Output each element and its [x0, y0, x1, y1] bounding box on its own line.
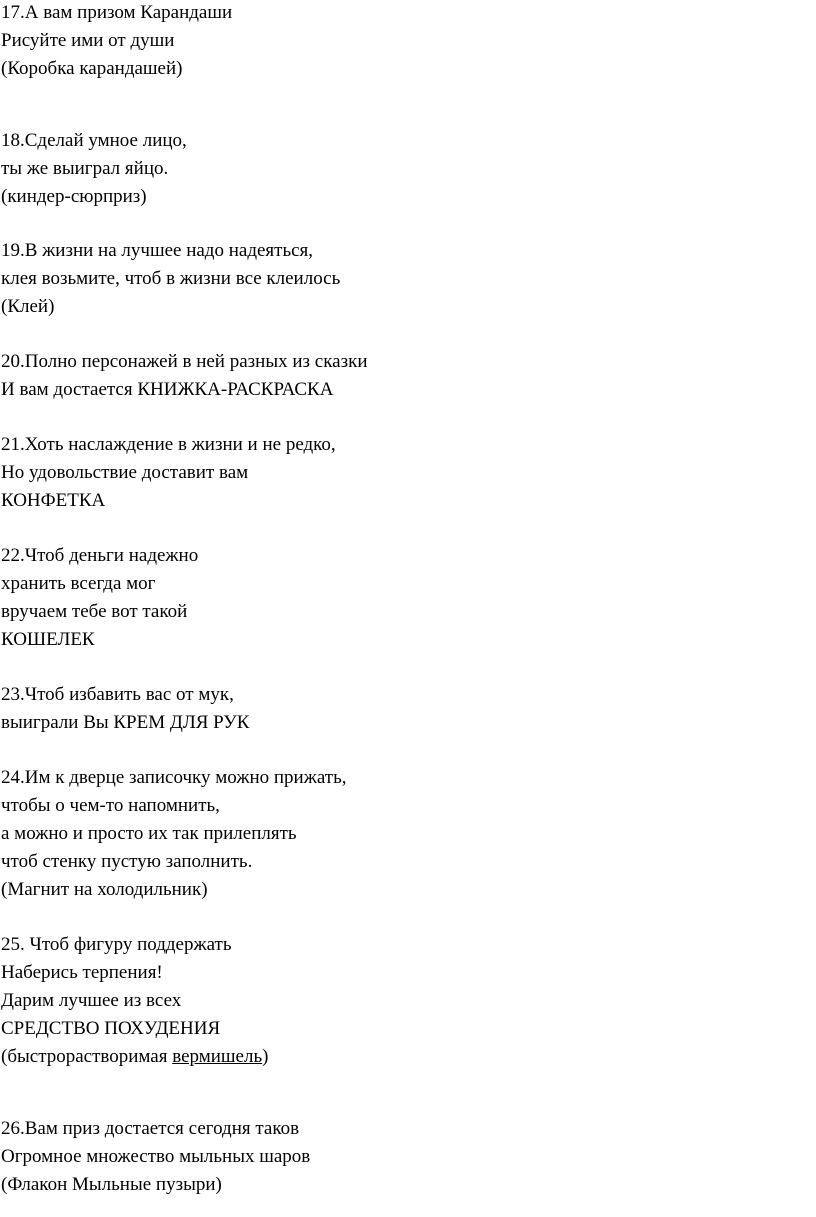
poem-18-line-3: (киндер-сюрприз) — [1, 186, 147, 207]
poem-25-line-5-prefix: (быстрорастворимая — [1, 1046, 173, 1067]
poem-18-line-1: 18.Сделай умное лицо, — [1, 130, 187, 151]
poem-19-line-1: 19.В жизни на лучшее надо надеяться, — [1, 240, 314, 261]
poem-20-line-1: 20.Полно персонажей в ней разных из сказки — [1, 351, 368, 372]
poem-22-line-2: хранить всегда мог — [1, 573, 156, 594]
poem-22-line-1: 22.Чтоб деньги надежно — [1, 545, 199, 566]
poem-17-line-3: (Коробка карандашей) — [1, 58, 183, 79]
poem-20-line-2: И вам достается КНИЖКА-РАСКРАСКА — [1, 379, 334, 400]
poem-19-line-3: (Клей) — [1, 296, 55, 317]
poem-24-line-1: 24.Им к дверце записочку можно прижать, — [1, 767, 347, 788]
poem-26-line-3: (Флакон Мыльные пузыри) — [1, 1174, 222, 1195]
poem-24-line-5: (Магнит на холодильник) — [1, 879, 208, 900]
poem-22-line-4: КОШЕЛЕК — [1, 629, 95, 650]
poem-21-line-3: КОНФЕТКА — [1, 490, 106, 511]
poem-21-line-1: 21.Хоть наслаждение в жизни и не редко, — [1, 434, 336, 455]
poem-25-line-4: СРЕДСТВО ПОХУДЕНИЯ — [1, 1018, 221, 1039]
poem-25-line-2: Наберись терпения! — [1, 962, 163, 983]
poem-25-line-5-suffix: ) — [262, 1046, 269, 1067]
poem-23-line-2: выиграли Вы КРЕМ ДЛЯ РУК — [1, 712, 250, 733]
poem-24-line-4: чтоб стенку пустую заполнить. — [1, 851, 253, 872]
poem-21-line-2: Но удовольствие доставит вам — [1, 462, 249, 483]
poem-19-line-2: клея возьмите, чтоб в жизни все клеилось — [1, 268, 341, 289]
poem-25-underlined-word: вермишель — [172, 1046, 263, 1067]
poem-17-line-2: Рисуйте ими от души — [1, 30, 175, 51]
poem-26-line-1: 26.Вам приз достается сегодня таков — [1, 1118, 300, 1139]
poem-25-line-3: Дарим лучшее из всех — [1, 990, 182, 1011]
poem-17-line-1: 17.А вам призом Карандаши — [1, 2, 233, 23]
poem-24-line-2: чтобы о чем-то напомнить, — [1, 795, 220, 816]
poem-24-line-3: а можно и просто их так прилеплять — [1, 823, 297, 844]
poem-23-line-1: 23.Чтоб избавить вас от мук, — [1, 684, 234, 705]
poem-26-line-2: Огромное множество мыльных шаров — [1, 1146, 311, 1167]
poem-25-line-1: 25. Чтоб фигуру поддержать — [1, 934, 232, 955]
poem-25-line-5 — [1, 1046, 268, 1068]
poem-18-line-2: ты же выиграл яйцо. — [1, 158, 169, 179]
poem-22-line-3: вручаем тебе вот такой — [1, 601, 188, 622]
